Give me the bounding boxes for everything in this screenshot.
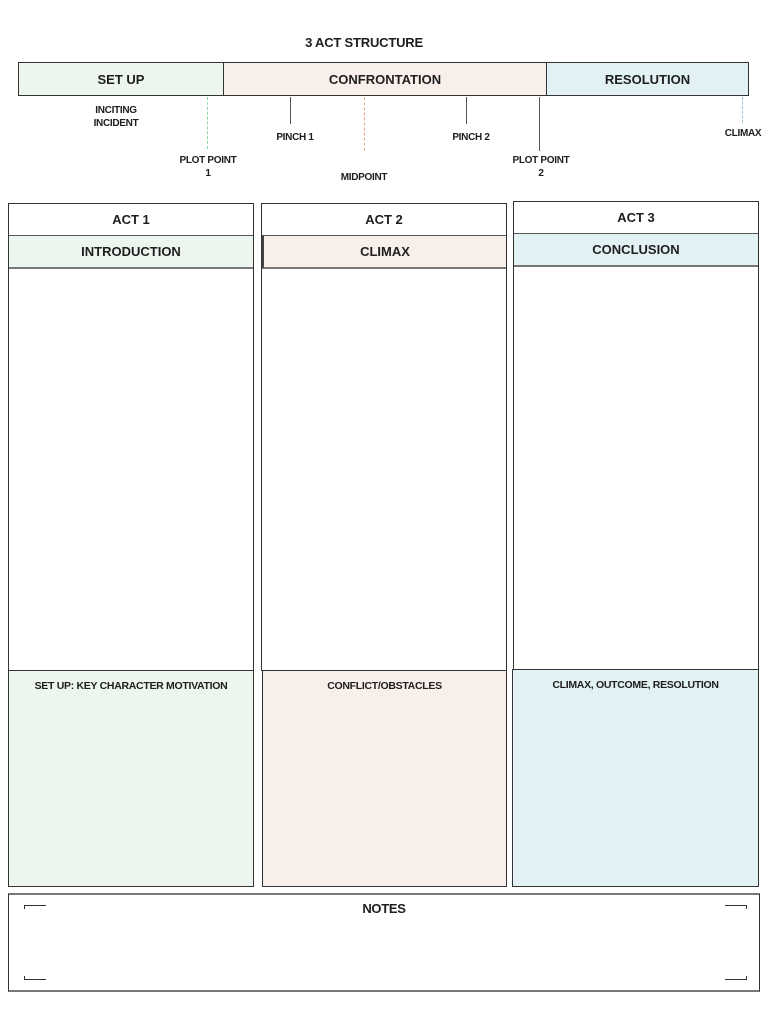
act-3-subheading: CONCLUSION bbox=[514, 233, 758, 267]
act-2-column bbox=[261, 203, 507, 671]
act-2-prompt: CONFLICT/OBSTACLES bbox=[327, 680, 442, 692]
act-2-subheading: CLIMAX bbox=[262, 235, 506, 269]
pinch-2-label: PINCH 2 bbox=[452, 132, 490, 143]
act-1-heading: ACT 1 bbox=[112, 212, 150, 227]
act-1-column bbox=[8, 203, 254, 671]
plot-point-2-label bbox=[501, 154, 581, 180]
timeline-segment-confrontation: CONFRONTATION bbox=[223, 63, 546, 95]
act-1-prompt: SET UP: KEY CHARACTER MOTIVATION bbox=[34, 680, 228, 692]
midpoint-marker bbox=[364, 97, 365, 151]
pinch-1-label: PINCH 1 bbox=[276, 132, 314, 143]
plot-point-1-label bbox=[168, 154, 248, 180]
climax-marker bbox=[742, 97, 743, 123]
pinch-2-marker bbox=[466, 97, 467, 124]
midpoint-label: MIDPOINT bbox=[340, 172, 388, 183]
label-line: INCITING bbox=[95, 105, 137, 116]
corner-bracket-icon bbox=[24, 905, 46, 909]
climax-label: CLIMAX bbox=[724, 128, 762, 139]
corner-bracket-icon bbox=[24, 976, 46, 980]
label-line: INCIDENT bbox=[93, 118, 139, 129]
act-3-prompt: CLIMAX, OUTCOME, RESOLUTION bbox=[552, 679, 719, 691]
notes-title: NOTES bbox=[362, 901, 406, 916]
label-line: PLOT POINT bbox=[179, 155, 237, 166]
label-line: 2 bbox=[538, 168, 544, 179]
inciting-incident-label bbox=[76, 104, 156, 130]
corner-bracket-icon bbox=[725, 905, 747, 909]
label-line: PLOT POINT bbox=[512, 155, 570, 166]
act-3-column bbox=[513, 201, 759, 671]
timeline-segment-resolution: RESOLUTION bbox=[546, 63, 748, 95]
label-line: 1 bbox=[205, 168, 211, 179]
plot-point-1-marker bbox=[207, 97, 208, 149]
pinch-1-marker bbox=[290, 97, 291, 124]
notes-box[interactable] bbox=[8, 893, 760, 992]
act-1-subheading: INTRODUCTION bbox=[9, 235, 253, 269]
timeline-segment-setup: SET UP bbox=[19, 63, 223, 95]
act-2-prompt-box[interactable] bbox=[262, 670, 507, 887]
corner-bracket-icon bbox=[725, 976, 747, 980]
act-timeline bbox=[18, 62, 749, 96]
act-3-prompt-box[interactable] bbox=[512, 669, 759, 887]
plot-point-2-marker bbox=[539, 97, 540, 151]
page-title: 3 ACT STRUCTURE bbox=[305, 35, 423, 50]
act-1-prompt-box[interactable] bbox=[8, 670, 254, 887]
act-2-heading: ACT 2 bbox=[365, 212, 403, 227]
act-3-heading: ACT 3 bbox=[617, 210, 655, 225]
